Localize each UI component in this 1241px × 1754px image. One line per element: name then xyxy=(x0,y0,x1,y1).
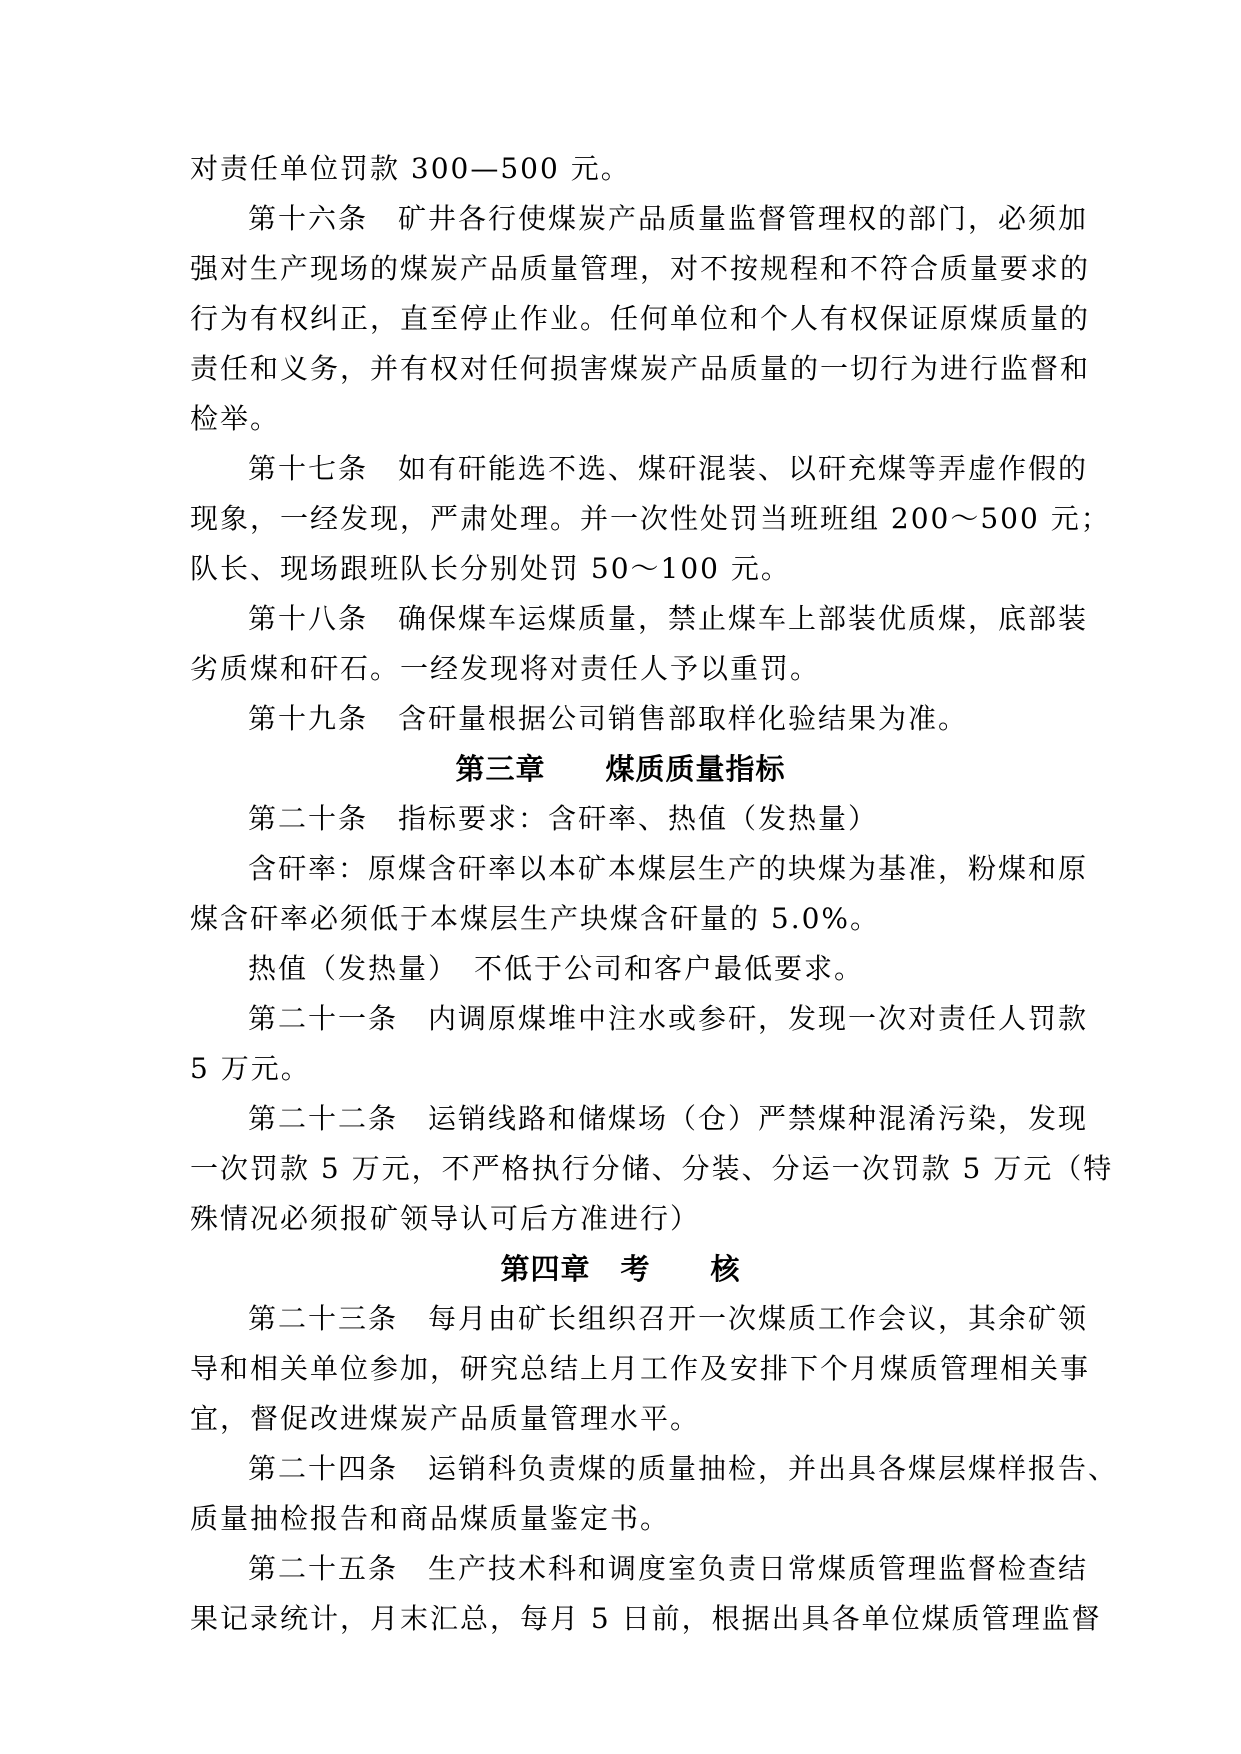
article-17-line: 第十七条 如有矸能选不选、煤矸混装、以矸充煤等弄虚作假的 xyxy=(248,452,1089,485)
article-24-line: 第二十四条 运销科负责煤的质量抽检，并出具各煤层煤样报告、 xyxy=(248,1452,1119,1485)
article-25-line: 第二十五条 生产技术科和调度室负责日常煤质管理监督检查结 xyxy=(248,1552,1089,1585)
text-line: 队长、现场跟班队长分别处罚 50～100 元。 xyxy=(190,552,791,585)
chapter-3-heading: 第三章 煤质质量指标 xyxy=(455,752,786,786)
text-line: 现象，一经发现，严肃处理。并一次性处罚当班班组 200～500 元； xyxy=(190,502,1111,535)
article-23-line: 第二十三条 每月由矿长组织召开一次煤质工作会议，其余矿领 xyxy=(248,1302,1089,1335)
article-20-line: 第二十条 指标要求：含矸率、热值（发热量） xyxy=(248,802,879,835)
article-21-line: 第二十一条 内调原煤堆中注水或参矸，发现一次对责任人罚款 xyxy=(248,1002,1089,1035)
text-line: 煤含矸率必须低于本煤层生产块煤含矸量的 5.0%。 xyxy=(190,902,881,935)
text-line: 一次罚款 5 万元，不严格执行分储、分装、分运一次罚款 5 万元（特 xyxy=(190,1152,1114,1185)
text-line: 含矸率：原煤含矸率以本矿本煤层生产的块煤为基准，粉煤和原 xyxy=(248,852,1089,885)
text-line: 责任和义务，并有权对任何损害煤炭产品质量的一切行为进行监督和 xyxy=(190,352,1091,385)
text-line: 果记录统计，月末汇总，每月 5 日前，根据出具各单位煤质管理监督 xyxy=(190,1602,1102,1635)
article-16-line: 第十六条 矿井各行使煤炭产品质量监督管理权的部门，必须加 xyxy=(248,202,1089,235)
text-line: 强对生产现场的煤炭产品质量管理，对不按规程和不符合质量要求的 xyxy=(190,252,1091,285)
text-line: 行为有权纠正，直至停止作业。任何单位和个人有权保证原煤质量的 xyxy=(190,302,1091,335)
text-line: 对责任单位罚款 300—500 元。 xyxy=(190,152,631,185)
text-line: 导和相关单位参加，研究总结上月工作及安排下个月煤质管理相关事 xyxy=(190,1352,1091,1385)
chapter-4-heading: 第四章 考 核 xyxy=(500,1252,741,1286)
text-line: 宜，督促改进煤炭产品质量管理水平。 xyxy=(190,1402,701,1435)
article-18-line: 第十八条 确保煤车运煤质量，禁止煤车上部装优质煤，底部装 xyxy=(248,602,1089,635)
text-line: 检举。 xyxy=(190,402,281,435)
text-line: 质量抽检报告和商品煤质量鉴定书。 xyxy=(190,1502,671,1535)
text-line: 劣质煤和矸石。一经发现将对责任人予以重罚。 xyxy=(190,652,821,685)
text-line: 热值（发热量） 不低于公司和客户最低要求。 xyxy=(248,952,865,985)
article-19-line: 第十九条 含矸量根据公司销售部取样化验结果为准。 xyxy=(248,702,969,735)
text-line: 殊情况必须报矿领导认可后方准进行） xyxy=(190,1202,701,1235)
article-22-line: 第二十二条 运销线路和储煤场（仓）严禁煤种混淆污染，发现 xyxy=(248,1102,1089,1135)
text-line: 5 万元。 xyxy=(190,1052,311,1085)
